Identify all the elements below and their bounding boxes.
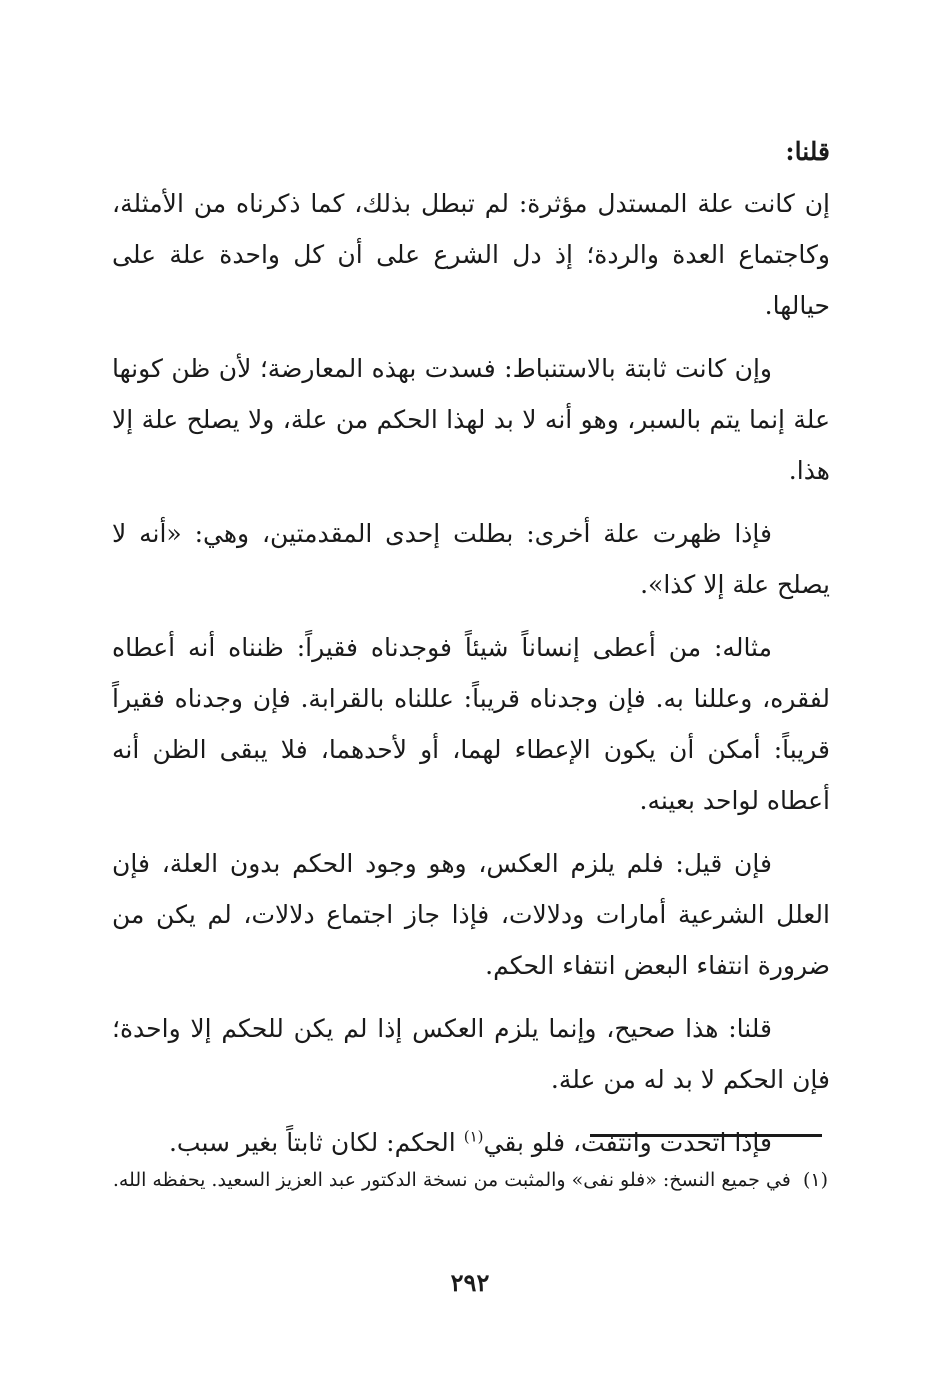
- paragraph-5: فإن قيل: فلم يلزم العكس، وهو وجود الحكم بدون العلة، فإن العلل الشرعية أمارات ودلالات، فإذا جاز اجتماع دلالات، لم يكن من ضرورة انتفاء البعض انتفاء الحكم.: [112, 849, 830, 980]
- paragraph-7-start: فإذا اتحدت وانتفت، فلو بقي: [483, 1128, 772, 1157]
- footnote-number: (١): [802, 1169, 828, 1191]
- footnote: [112, 1162, 828, 1198]
- paragraph-3: فإذا ظهرت علة أخرى: بطلت إحدى المقدمتين، وهي: «أنه لا يصلح علة إلا كذا».: [112, 519, 830, 599]
- paragraph-6: قلنا: هذا صحيح، وإنما يلزم العكس إذا لم يكن للحكم إلا واحدة؛ فإن الحكم لا بد له من علة.: [112, 1014, 830, 1094]
- main-text: [112, 130, 830, 1180]
- footnote-divider: [590, 1134, 822, 1137]
- footnote-text: في جميع النسخ: «فلو نفى» والمثبت من نسخة الدكتور عبد العزيز السعيد. يحفظه الله.: [112, 1169, 791, 1191]
- page-number: ٢٩٢: [450, 1268, 490, 1297]
- paragraph-1: إن كانت علة المستدل مؤثرة: لم تبطل بذلك، كما ذكرناه من الأمثلة، وكاجتماع العدة والردة؛ إذ دل الشرع على أن كل واحدة علة على حيالها.: [112, 189, 830, 320]
- paragraph-7: [112, 1117, 830, 1168]
- paragraph-7-end: الحكم: لكان ثابتاً بغير سبب.: [168, 1128, 456, 1157]
- paragraph-2: وإن كانت ثابتة بالاستنباط: فسدت بهذه المعارضة؛ لأن ظن كونها علة إنما يتم بالسبر، وهو أنه لا بد لهذا الحكم من علة، ولا يصلح علة إلا هذا.: [112, 354, 830, 485]
- footnote-reference[interactable]: (١): [463, 1127, 484, 1146]
- section-heading: قلنا:: [785, 137, 830, 166]
- paragraph-4: مثاله: من أعطى إنساناً شيئاً فوجدناه فقيراً: ظنناه أنه أعطاه لفقره، وعللنا به. فإن وجدناه قريباً: عللناه بالقرابة. فإن وجدناه فقيراً قريباً: أمكن أن يكون الإعطاء لهما، أو لأحدهما، فلا يبقى الظن أنه أعطاه لواحد بعينه.: [112, 633, 830, 815]
